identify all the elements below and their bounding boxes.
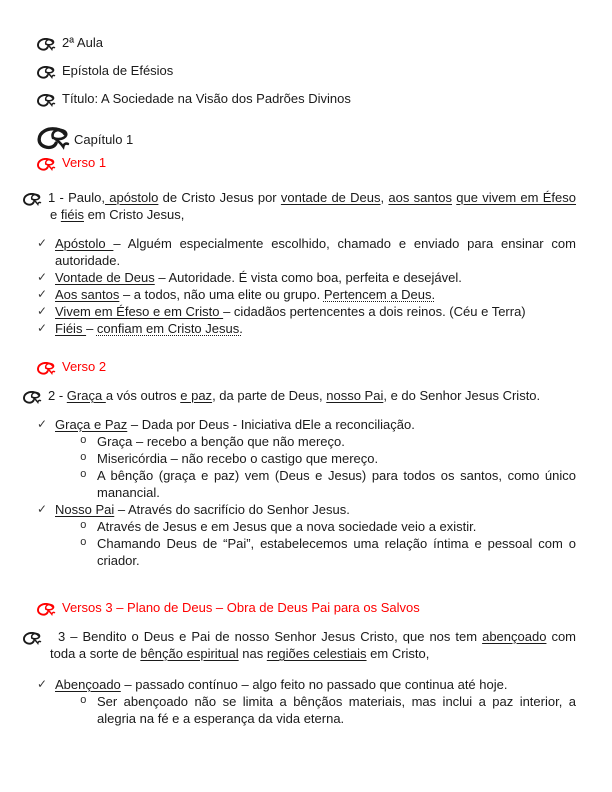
text-segment: abençoado (482, 629, 547, 644)
text-segment: Nosso Pai (55, 502, 115, 517)
text-segment: Através de Jesus e em Jesus que a nova sociedade veio a existir. (97, 519, 477, 534)
text-segment: Verso 1 (62, 155, 107, 170)
text-segment: , (380, 190, 389, 205)
text-run (55, 502, 350, 517)
text-segment: fiéis (60, 207, 84, 222)
check-list-item (36, 676, 576, 693)
text-segment: nosso Pai (326, 388, 384, 403)
text-run (55, 417, 415, 432)
text-segment: confiam em Cristo Jesus. (96, 321, 243, 336)
check-list-item (36, 286, 576, 303)
checkmark-icon: ✓ (37, 502, 48, 516)
text-segment: nas (238, 646, 267, 661)
text-run (62, 35, 103, 50)
text-run (62, 155, 106, 170)
cr-flourish-bullet-icon (36, 189, 48, 206)
header-line (36, 62, 576, 79)
text-segment: – passado contínuo – algo feito no passado que continua até hoje. (120, 677, 508, 692)
text-run (55, 304, 526, 319)
check-list-item (36, 269, 576, 286)
chapter-heading (36, 127, 576, 150)
circle-list-item (36, 518, 576, 535)
text-run (55, 321, 243, 336)
text-segment: – Autoridade. É vista como boa, perfeita e desejável. (154, 270, 462, 285)
verse-heading (36, 358, 576, 375)
text-run (97, 536, 576, 568)
text-segment: – cidadãos pertencentes a dois reinos. (Céu e Terra) (223, 304, 526, 319)
text-segment: 2ª Aula (62, 35, 103, 50)
check-list-item (36, 303, 576, 320)
circle-bullet-icon: o (80, 435, 87, 447)
check-list-item (36, 416, 576, 433)
cr-flourish-bullet-icon (36, 127, 74, 150)
verse-paragraph (36, 387, 576, 404)
text-segment: Capítulo 1 (74, 132, 134, 147)
text-segment: Aos santos (55, 287, 120, 302)
text-run (97, 694, 576, 726)
circle-bullet-icon: o (80, 537, 87, 549)
text-segment: que vivem em Éfeso (456, 190, 577, 205)
check-list-item (36, 320, 576, 337)
text-segment: , da parte de Deus, (212, 388, 327, 403)
check-list-item (36, 235, 576, 269)
circle-list-item (36, 450, 576, 467)
checkmark-icon: ✓ (37, 270, 48, 284)
text-run (48, 388, 540, 403)
circle-bullet-icon: o (80, 469, 87, 481)
text-segment: Epístola de Efésios (62, 63, 174, 78)
text-segment: Vivem em Éfeso e em Cristo (55, 304, 224, 319)
text-run (55, 677, 507, 692)
text-run (97, 451, 378, 466)
text-segment: Ser abençoado não se limita a bênçãos materiais, mas inclui a paz interior, a alegria na fé e a esperança da vida eterna. (97, 694, 576, 726)
text-run (62, 91, 351, 106)
text-segment: Vontade de Deus (55, 270, 155, 285)
text-segment: – a todos, não uma elite ou grupo. (119, 287, 324, 302)
cr-flourish-bullet-icon (36, 628, 48, 645)
checkmark-icon: ✓ (37, 236, 48, 250)
text-run (62, 600, 420, 615)
text-segment: Verso 2 (62, 359, 107, 374)
text-segment: aos santos (388, 190, 452, 205)
checkmark-icon: ✓ (37, 304, 48, 318)
circle-list-item (36, 467, 576, 501)
text-segment: regiões celestiais (266, 646, 367, 661)
header-line (36, 90, 576, 107)
circle-bullet-icon: o (80, 520, 87, 532)
text-segment: Graça e Paz (55, 417, 128, 432)
text-run (55, 287, 435, 302)
checkmark-icon: ✓ (37, 321, 48, 335)
text-segment: e (50, 207, 61, 222)
text-segment: 3 – Bendito o Deus e Pai de nosso Senhor Jesus Cristo, que nos tem (48, 629, 483, 644)
text-segment: em Cristo Jesus, (83, 207, 185, 222)
text-run (55, 236, 576, 268)
text-run (97, 434, 345, 449)
cr-flourish-bullet-icon (36, 154, 62, 171)
text-segment: Fiéis (55, 321, 87, 336)
text-run (48, 629, 576, 661)
circle-bullet-icon: o (80, 452, 87, 464)
text-segment: – Através do sacrifício do Senhor Jesus. (114, 502, 350, 517)
cr-flourish-bullet-icon (36, 358, 62, 375)
text-segment: Pertencem a Deus. (323, 287, 436, 302)
text-run (97, 468, 576, 500)
text-segment: Abençoado (55, 677, 121, 692)
header-line (36, 34, 576, 51)
text-segment: – (86, 321, 97, 336)
text-segment: apóstolo (104, 190, 159, 205)
cr-flourish-bullet-icon (36, 62, 62, 79)
text-segment: – Dada por Deus - Iniciativa dEle a reconciliação. (127, 417, 415, 432)
cr-flourish-bullet-icon (36, 90, 62, 107)
text-segment: , e do Senhor Jesus Cristo. (383, 388, 541, 403)
checkmark-icon: ✓ (37, 677, 48, 691)
text-run (62, 359, 106, 374)
circle-bullet-icon: o (80, 695, 87, 707)
text-segment: – Alguém especialmente escolhido, chamado e enviado para ensinar com autoridade. (55, 236, 576, 268)
text-segment: Misericórdia – não recebo o castigo que mereço. (97, 451, 379, 466)
check-list-item (36, 501, 576, 518)
text-segment: Chamando Deus de “Pai”, estabelecemos uma relação íntima e pessoal com o criador. (97, 536, 576, 568)
circle-list-item (36, 693, 576, 727)
text-run (48, 190, 576, 222)
text-segment: e paz (180, 388, 213, 403)
text-run (55, 270, 462, 285)
circle-list-item (36, 433, 576, 450)
text-segment: Título: A Sociedade na Visão dos Padrões Divinos (62, 91, 351, 106)
text-run (74, 131, 133, 150)
text-segment: bênção espiritual (140, 646, 239, 661)
text-segment: com toda a sorte de (50, 629, 576, 661)
text-segment: em Cristo, (366, 646, 430, 661)
verse-heading (36, 599, 576, 616)
cr-flourish-bullet-icon (36, 34, 62, 51)
text-run (97, 519, 476, 534)
text-segment: de Cristo Jesus por (158, 190, 281, 205)
text-segment: Graça (66, 388, 106, 403)
text-segment: A bênção (graça e paz) vem (Deus e Jesus) para todos os santos, como único manancial. (97, 468, 576, 500)
verse-paragraph (36, 189, 576, 223)
verse-paragraph (36, 628, 576, 662)
checkmark-icon: ✓ (37, 287, 48, 301)
circle-list-item (36, 535, 576, 569)
checkmark-icon: ✓ (37, 417, 48, 431)
text-segment: Graça – recebo a benção que não mereço. (97, 434, 345, 449)
verse-heading (36, 154, 576, 171)
text-segment: vontade de Deus (280, 190, 381, 205)
text-segment: 2 - (48, 388, 67, 403)
text-segment: Apóstolo (55, 236, 114, 251)
text-segment: 1 - Paulo, (48, 190, 105, 205)
cr-flourish-bullet-icon (36, 387, 48, 404)
text-run (62, 63, 173, 78)
text-segment: a vós outros (105, 388, 181, 403)
cr-flourish-bullet-icon (36, 599, 62, 616)
text-segment: Versos 3 – Plano de Deus – Obra de Deus Pai para os Salvos (62, 600, 420, 615)
